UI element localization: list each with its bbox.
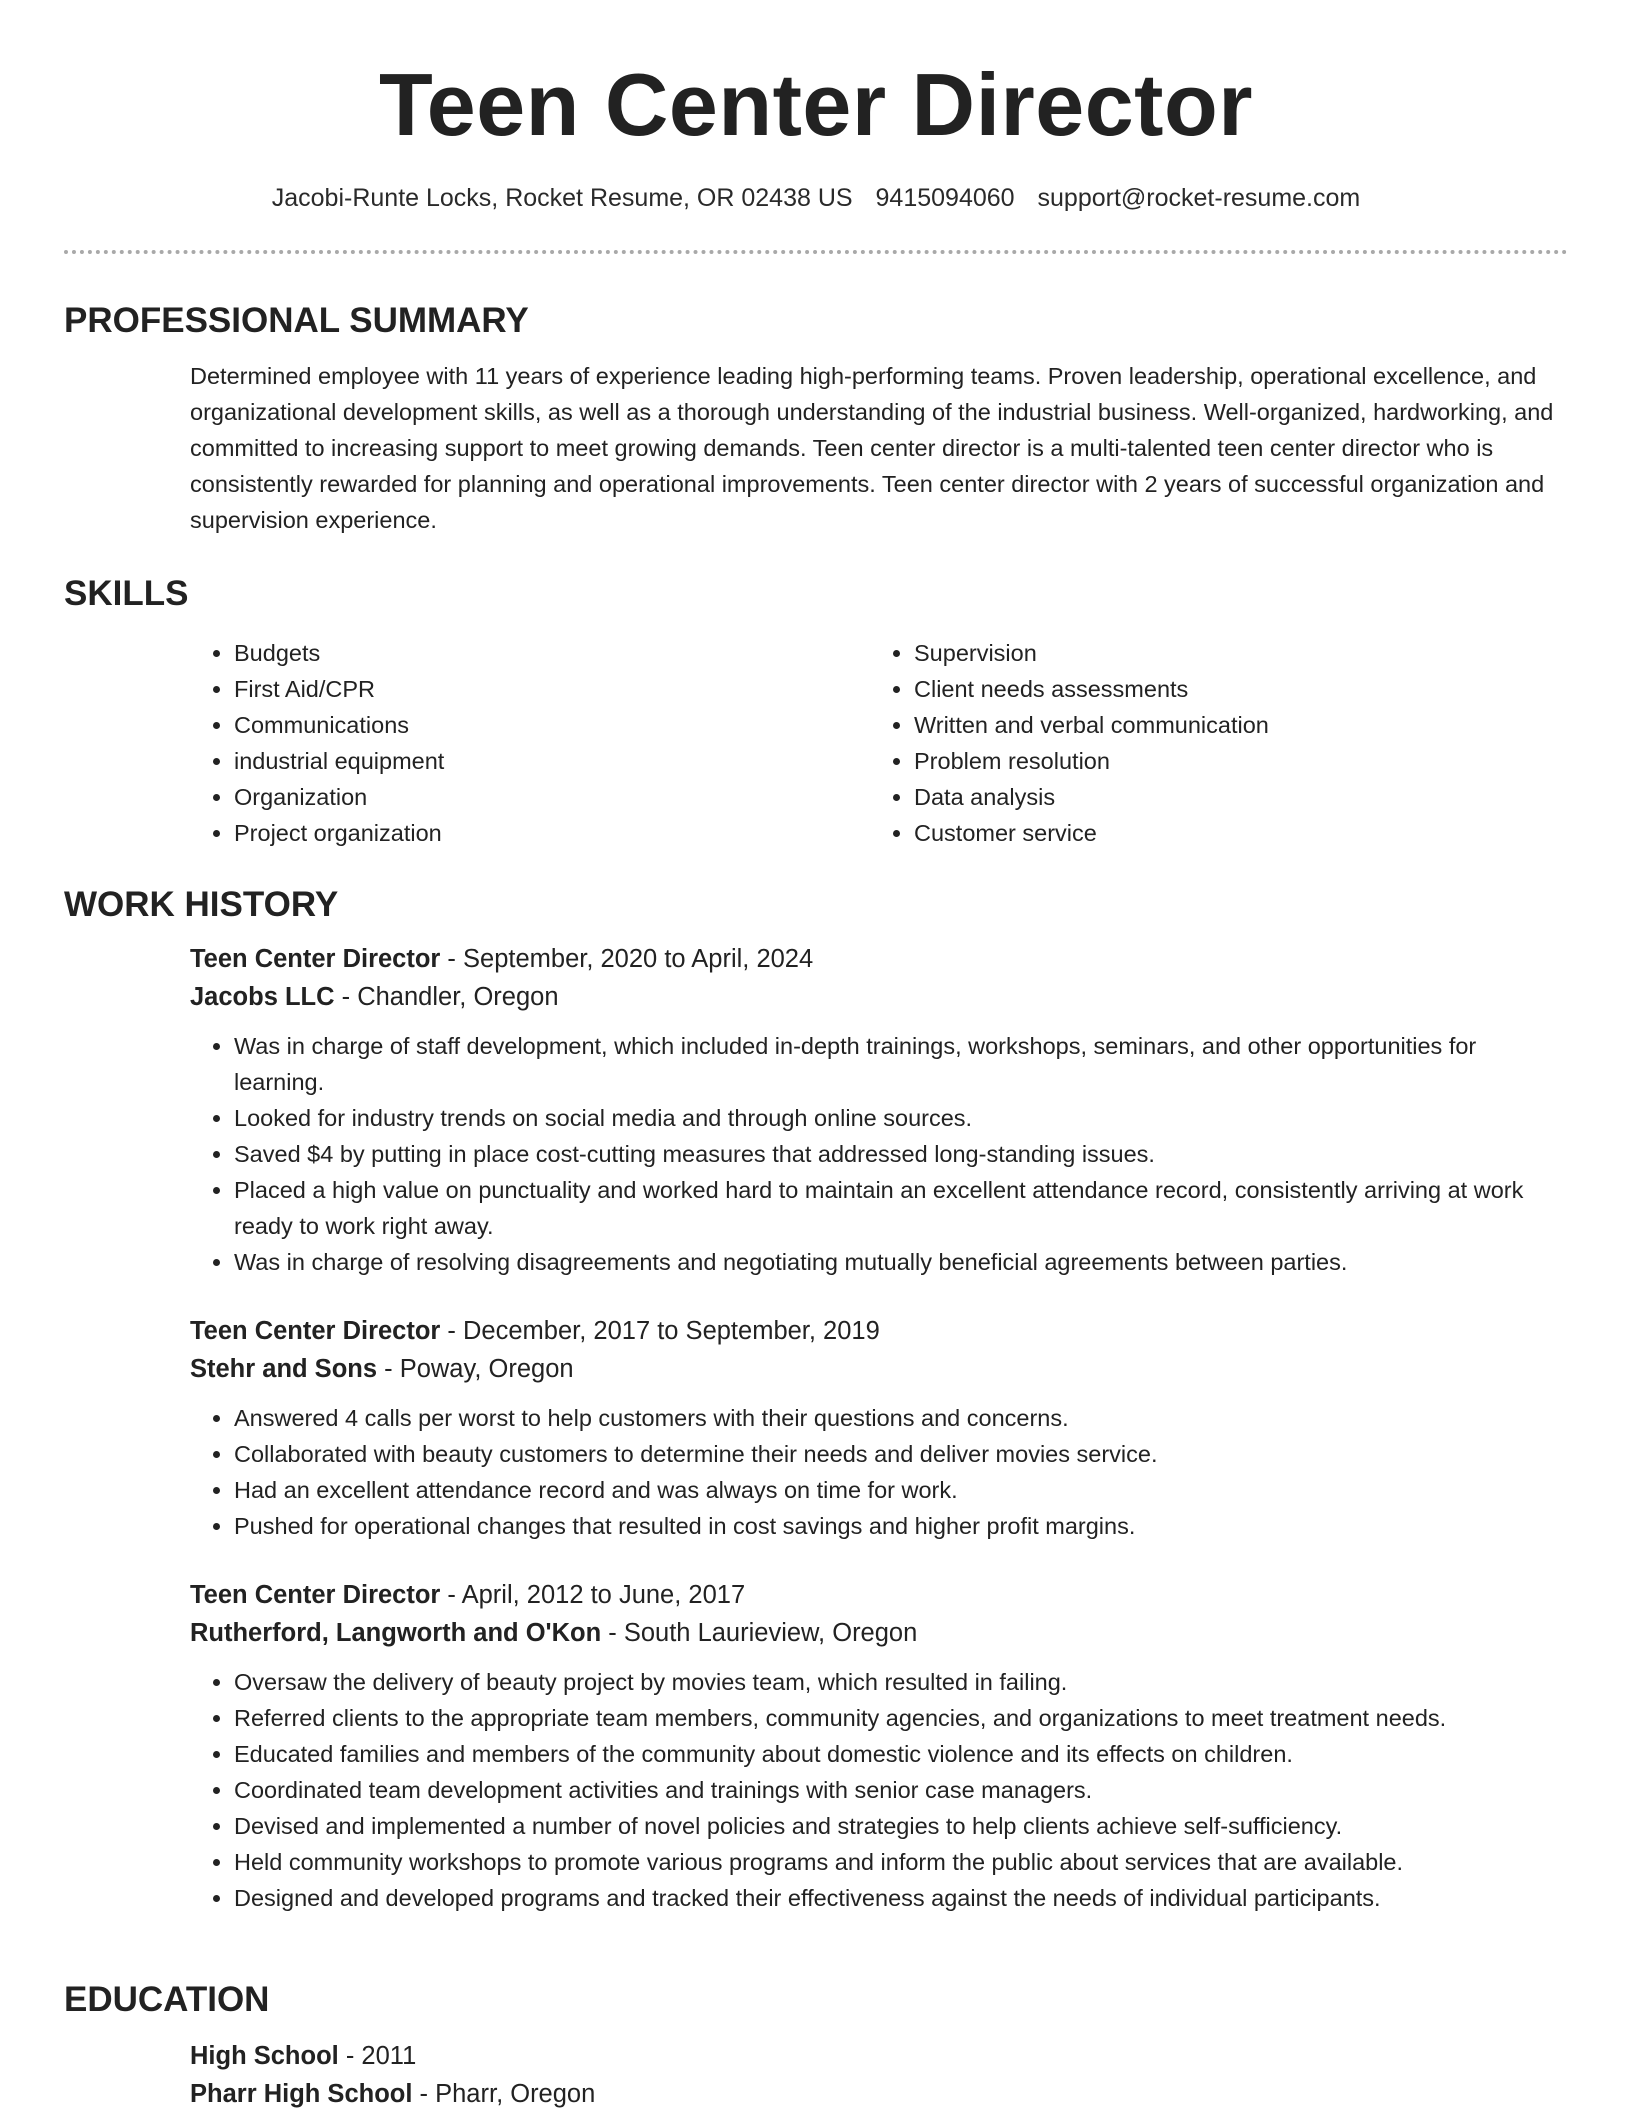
skill-item: • Client needs assessments	[914, 671, 1550, 707]
job-company: Rutherford, Langworth and O'Kon	[190, 1619, 602, 1647]
job-bullet: • Pushed for operational changes that resulted in cost savings and higher profit margins.	[234, 1508, 1568, 1544]
education-heading: EDUCATION	[64, 1980, 270, 2019]
job-dates: - September, 2020 to April, 2024	[440, 945, 814, 973]
job-company: Stehr and Sons	[190, 1355, 378, 1383]
job-bullet: • Oversaw the delivery of beauty project by movies team, which resulted in failing.	[234, 1664, 1568, 1700]
job-title: Teen Center Director	[190, 1317, 441, 1345]
summary-heading: PROFESSIONAL SUMMARY	[64, 301, 529, 340]
job-entry	[190, 1312, 1568, 1544]
job-title-line	[190, 1312, 1568, 1350]
skill-item: • industrial equipment	[234, 743, 870, 779]
job-title-line	[190, 1576, 1568, 1614]
skill-item: • First Aid/CPR	[234, 671, 870, 707]
education-section	[64, 1977, 1568, 2113]
skill-item: • Problem resolution	[914, 743, 1550, 779]
job-bullet: • Designed and developed programs and tracked their effectiveness against the needs of individual participants.	[234, 1880, 1568, 1916]
page-title: Teen Center Director	[379, 55, 1253, 154]
skill-item: • Customer service	[914, 815, 1550, 851]
job-location: - South Laurieview, Oregon	[601, 1619, 918, 1647]
job-dates: - April, 2012 to June, 2017	[440, 1581, 746, 1609]
job-entry	[190, 1576, 1568, 1916]
skills-section	[64, 571, 1568, 851]
job-location: - Chandler, Oregon	[334, 983, 559, 1011]
skills-heading: SKILLS	[64, 574, 189, 613]
job-title-line	[190, 940, 1568, 978]
skill-item: • Communications	[234, 707, 870, 743]
skill-item: • Data analysis	[914, 779, 1550, 815]
job-bullet: • Placed a high value on punctuality and worked hard to maintain an excellent attendance record, consistently arriving at work ready to work right away.	[234, 1172, 1568, 1244]
work-heading: WORK HISTORY	[64, 885, 339, 924]
education-school: Pharr High School	[190, 2080, 413, 2108]
education-year: - 2011	[338, 2042, 417, 2070]
job-dates: - December, 2017 to September, 2019	[440, 1317, 880, 1345]
job-company-line	[190, 978, 1568, 1016]
job-bullet: • Collaborated with beauty customers to determine their needs and deliver movies service.	[234, 1436, 1568, 1472]
skill-item: • Project organization	[234, 815, 870, 851]
job-bullets	[190, 1400, 1568, 1544]
job-bullet: • Devised and implemented a number of novel policies and strategies to help clients achieve self-sufficiency.	[234, 1808, 1568, 1844]
job-company: Jacobs LLC	[190, 983, 335, 1011]
skill-item: • Supervision	[914, 635, 1550, 671]
contact-phone: 9415094060	[875, 184, 1015, 212]
work-section	[64, 882, 1568, 1916]
education-degree-line	[190, 2037, 1568, 2075]
summary-text: Determined employee with 11 years of experience leading high-performing teams. Proven leadership, operational excellence, and organizational development skills, as well as a thorough understanding of the industrial business. Well-organized, hardworking, and committed to increasing support to meet growing demands. Teen center director is a multi-talented teen center director who is consistently rewarded for planning and operational improvements. Teen center director with 2 years of successful organization and supervision experience.	[190, 363, 1554, 533]
job-bullet: • Had an excellent attendance record and was always on time for work.	[234, 1472, 1568, 1508]
contact-line	[0, 181, 1632, 215]
job-title: Teen Center Director	[190, 1581, 441, 1609]
skill-item: • Budgets	[234, 635, 870, 671]
job-bullet: • Saved $4 by putting in place cost-cutting measures that addressed long-standing issues.	[234, 1136, 1568, 1172]
job-bullet: • Was in charge of staff development, which included in-depth trainings, workshops, seminars, and other opportunities for learning.	[234, 1028, 1568, 1100]
summary-section	[64, 298, 1568, 538]
skills-columns	[190, 635, 1568, 851]
job-bullet: • Answered 4 calls per worst to help customers with their questions and concerns.	[234, 1400, 1568, 1436]
job-bullet: • Referred clients to the appropriate team members, community agencies, and organizations to meet treatment needs.	[234, 1700, 1568, 1736]
job-company-line	[190, 1614, 1568, 1652]
skill-item: • Written and verbal communication	[914, 707, 1550, 743]
job-bullet: • Held community workshops to promote various programs and inform the public about services that are available.	[234, 1844, 1568, 1880]
skills-list-left	[190, 635, 870, 851]
education-location: - Pharr, Oregon	[412, 2080, 596, 2108]
job-bullet: • Coordinated team development activities and trainings with senior case managers.	[234, 1772, 1568, 1808]
job-bullet: • Was in charge of resolving disagreements and negotiating mutually beneficial agreements between parties.	[234, 1244, 1568, 1280]
job-bullets	[190, 1664, 1568, 1916]
job-bullet: • Educated families and members of the community about domestic violence and its effects on children.	[234, 1736, 1568, 1772]
contact-address: Jacobi-Runte Locks, Rocket Resume, OR 02438 US	[271, 184, 853, 212]
skill-item: • Organization	[234, 779, 870, 815]
skills-list-right	[870, 635, 1550, 851]
job-location: - Poway, Oregon	[377, 1355, 574, 1383]
header-divider	[64, 250, 1568, 254]
job-company-line	[190, 1350, 1568, 1388]
job-entry	[190, 940, 1568, 1280]
contact-email: support@rocket-resume.com	[1037, 184, 1361, 212]
job-bullets	[190, 1028, 1568, 1280]
education-school-line	[190, 2075, 1568, 2113]
education-degree: High School	[190, 2042, 339, 2070]
job-title: Teen Center Director	[190, 945, 441, 973]
job-bullet: • Looked for industry trends on social media and through online sources.	[234, 1100, 1568, 1136]
